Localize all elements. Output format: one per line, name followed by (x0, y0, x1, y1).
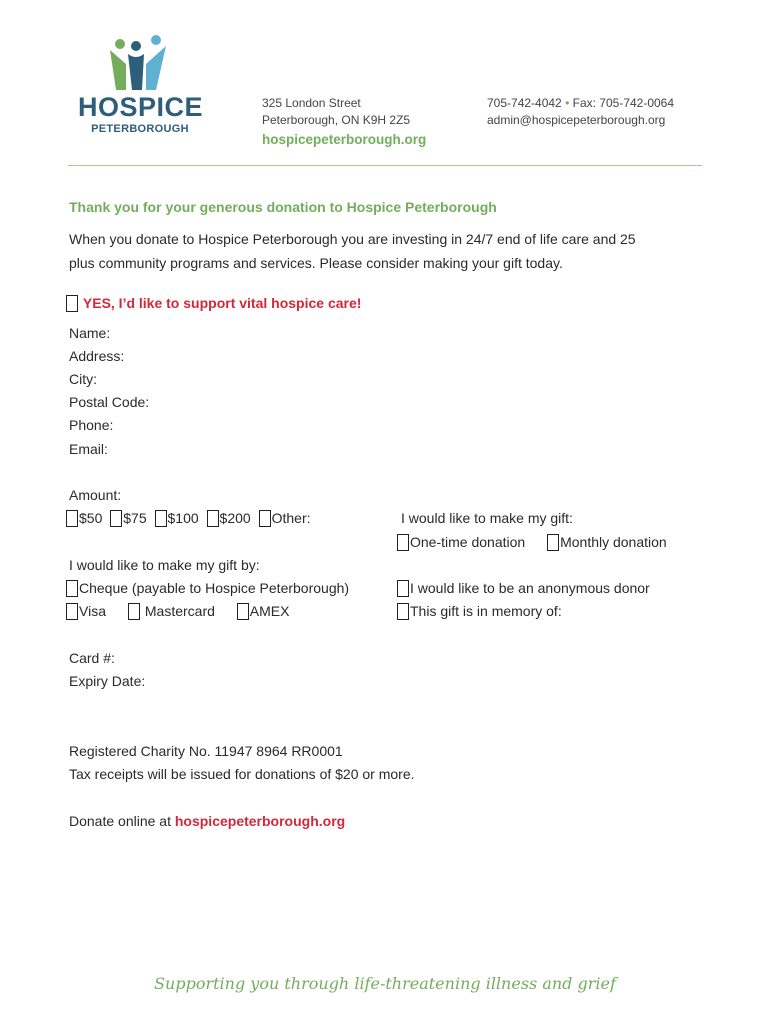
amount-50-label: $50 (79, 510, 103, 526)
header-divider (68, 165, 702, 166)
one-time-label: One-time donation (410, 534, 526, 550)
fax-number: Fax: 705-742-0064 (572, 96, 675, 110)
donate-online-prefix: Donate online at (69, 813, 175, 829)
monthly-label: Monthly donation (560, 534, 667, 550)
thank-you-heading: Thank you for your generous donation to Hospice Peterborough (69, 199, 497, 215)
anonymous-label: I would like to be an anonymous donor (410, 580, 650, 596)
support-checkbox[interactable] (66, 295, 78, 312)
tax-receipt-note: Tax receipts will be issued for donations of $20 or more. (69, 766, 415, 782)
amount-50-checkbox[interactable] (66, 510, 78, 527)
amount-200-label: $200 (219, 510, 251, 526)
logo-subtitle: PETERBOROUGH (91, 123, 189, 135)
logo-figures-icon (106, 34, 174, 94)
amount-100-label: $100 (167, 510, 199, 526)
tagline: Supporting you through life-threatening illness and grief (154, 974, 616, 993)
intro-line-2: plus community programs and services. Please consider making your gift today. (69, 254, 563, 271)
amount-other-label: Other: (271, 510, 311, 526)
cheque-label: Cheque (payable to Hospice Peterborough) (79, 580, 350, 596)
amount-75-label: $75 (123, 510, 147, 526)
intro-line-1: When you donate to Hospice Peterborough you are investing in 24/7 end of life care and 25 (69, 231, 636, 247)
logo-wordmark: HOSPICE (78, 92, 204, 122)
donate-online-link[interactable]: hospicepeterborough.org (174, 813, 346, 829)
card-options (66, 603, 289, 620)
phone-number: 705-742-4042 (487, 96, 562, 110)
expiry-date-label: Expiry Date: (69, 673, 146, 689)
address-block (262, 95, 426, 148)
memory-label: This gift is in memory of: (410, 603, 562, 619)
email-address[interactable]: admin@hospicepeterborough.org (487, 113, 666, 127)
hospice-logo (78, 34, 202, 140)
phone-field-label: Phone: (69, 417, 114, 433)
phone-block (487, 95, 674, 129)
one-time-checkbox[interactable] (397, 534, 409, 551)
support-label: YES, I’d like to support vital hospice care! (82, 295, 362, 311)
amount-100-checkbox[interactable] (155, 510, 167, 527)
name-field-label: Name: (69, 325, 111, 341)
cheque-checkbox[interactable] (66, 580, 78, 597)
separator-dot: • (565, 96, 570, 110)
memory-option (397, 603, 562, 620)
mastercard-label: Mastercard (144, 603, 215, 619)
amex-label: AMEX (249, 603, 290, 619)
amount-label: Amount: (69, 487, 122, 503)
gift-type-options (397, 534, 667, 551)
amount-75-checkbox[interactable] (110, 510, 122, 527)
city-field-label: City: (69, 371, 97, 387)
gift-type-label: I would like to make my gift: (401, 510, 573, 526)
address-field-label: Address: (69, 348, 125, 364)
anonymous-checkbox[interactable] (397, 580, 409, 597)
city-address: Peterborough, ON K9H 2Z5 (262, 113, 411, 127)
charity-number: Registered Charity No. 11947 8964 RR0001 (69, 743, 343, 759)
donate-online (69, 813, 345, 829)
monthly-checkbox[interactable] (547, 534, 559, 551)
cheque-option (66, 580, 349, 597)
card-number-label: Card #: (69, 650, 115, 666)
visa-label: Visa (79, 603, 106, 619)
amex-checkbox[interactable] (237, 603, 249, 620)
amount-options (66, 510, 311, 527)
amount-200-checkbox[interactable] (207, 510, 219, 527)
website-link[interactable]: hospicepeterborough.org (262, 132, 427, 147)
postal-code-field-label: Postal Code: (69, 394, 150, 410)
memory-checkbox[interactable] (397, 603, 409, 620)
support-option (66, 295, 361, 312)
mastercard-checkbox[interactable] (128, 603, 140, 620)
email-field-label: Email: (69, 441, 108, 457)
street-address: 325 London Street (262, 96, 361, 110)
payment-method-label: I would like to make my gift by: (69, 557, 260, 573)
intro-paragraph (69, 228, 636, 275)
amount-other-checkbox[interactable] (259, 510, 271, 527)
visa-checkbox[interactable] (66, 603, 78, 620)
anonymous-option (397, 580, 650, 597)
